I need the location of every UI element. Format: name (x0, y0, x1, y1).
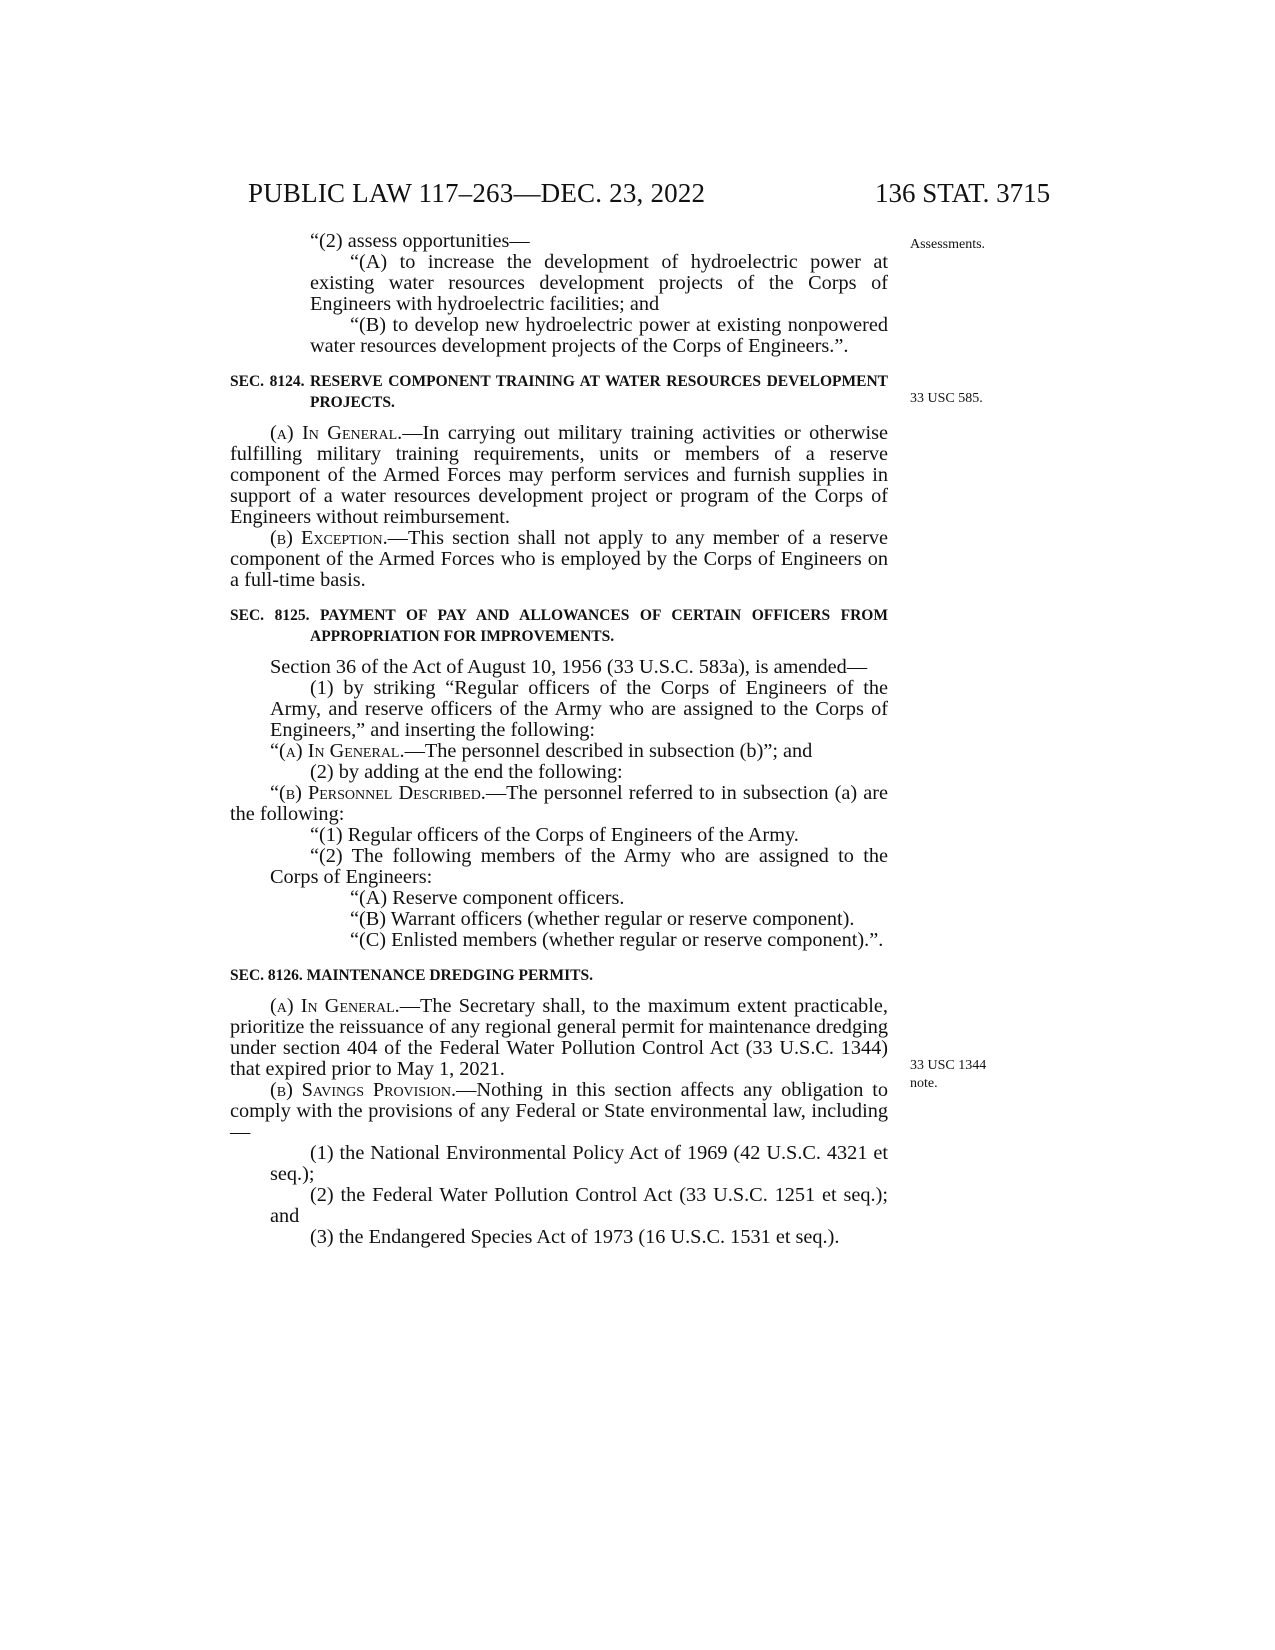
sec8125-b-label: “(b) Personnel Described. (270, 782, 486, 804)
paragraph-2-assess: “(2) assess opportunities— (310, 230, 530, 252)
sec8125-b-subparagraph-c: “(C) Enlisted members (whether regular or reserve component).”. (350, 929, 884, 951)
sec8125-inserted-a (230, 741, 888, 762)
margin-note-33-usc-585: 33 USC 585. (910, 391, 983, 406)
sec8125-inserted-b (230, 783, 888, 825)
sec8125-b-subparagraph-a: “(A) Reserve component officers. (350, 887, 625, 909)
sec8125-b-text: —The personnel referred to in subsection (a) are the following: (230, 782, 888, 825)
section-8125-heading: SEC. 8125. PAYMENT OF PAY AND ALLOWANCES OF CERTAIN OFFICERS FROM APPROPRIATION FOR IMPROVEMENTS. (230, 607, 888, 645)
running-header-stat-page: 136 STAT. 3715 (875, 178, 1051, 208)
subparagraph-b-develop: “(B) to develop new hydroelectric power at existing nonpowered water resources development projects of the Corps of Engineers.”. (310, 314, 888, 357)
margin-note-33-usc-1344: 33 USC 1344 note. (910, 1058, 987, 1091)
sec8126-b-paragraph-1: (1) the National Environmental Policy Act of 1969 (42 U.S.C. 4321 et seq.); (270, 1142, 888, 1185)
sec8126-a-text: —The Secretary shall, to the maximum extent practicable, prioritize the reissuance of any regional general permit for maintenance dredging under section 404 of the Federal Water Pollution Control Act (33 U.S.C. 1344) that expired prior to May 1, 2021. (230, 995, 888, 1080)
sec8126-b-text: —Nothing in this section affects any obligation to comply with the provisions of any Federal or State environmental law, including— (230, 1079, 888, 1143)
sec8126-b-paragraph-2: (2) the Federal Water Pollution Control Act (33 U.S.C. 1251 et seq.); and (270, 1184, 888, 1227)
sec8125-intro: Section 36 of the Act of August 10, 1956 (33 U.S.C. 583a), is amended— (270, 656, 868, 678)
section-8126-heading: SEC. 8126. MAINTENANCE DREDGING PERMITS. (230, 967, 593, 984)
sec8126-b-paragraph-3: (3) the Endangered Species Act of 1973 (16 U.S.C. 1531 et seq.). (310, 1226, 840, 1248)
sec8124-a-text: —In carrying out military training activities or otherwise fulfilling military training requirements, units or members of a reserve component of the Armed Forces may perform services and furnish supplies in support of a water resources development project or program of the Corps of Engineers without reimbursement. (230, 422, 888, 528)
sec8124-subsection-a (230, 423, 888, 528)
running-header-title: PUBLIC LAW 117–263—DEC. 23, 2022 (248, 178, 706, 208)
sec8126-subsection-a (230, 996, 888, 1080)
section-8124-heading: SEC. 8124. RESERVE COMPONENT TRAINING AT WATER RESOURCES DEVELOPMENT PROJECTS. (230, 373, 888, 411)
sec8124-b-label: (b) Exception. (270, 527, 388, 549)
sec8124-subsection-b (230, 528, 888, 591)
sec8125-a-label: “(a) In General. (270, 740, 405, 762)
sec8125-b-paragraph-2: “(2) The following members of the Army who are assigned to the Corps of Engineers: (270, 845, 888, 888)
sec8125-b-subparagraph-b: “(B) Warrant officers (whether regular or reserve component). (350, 908, 855, 930)
sec8124-a-label: (a) In General. (270, 422, 403, 444)
sec8126-subsection-b (230, 1080, 888, 1143)
sec8124-b-text: —This section shall not apply to any member of a reserve component of the Armed Forces who is employed by the Corps of Engineers on a full-time basis. (230, 527, 888, 591)
body-text-column (230, 231, 888, 1248)
sec8125-a-text: —The personnel described in subsection (b)”; and (404, 740, 813, 762)
margin-note-assessments: Assessments. (910, 237, 986, 252)
sec8125-item-1: (1) by striking “Regular officers of the Corps of Engineers of the Army, and reserve officers of the Army who are assigned to the Corps of Engineers,” and inserting the following: (270, 677, 888, 741)
sec8125-b-paragraph-1: “(1) Regular officers of the Corps of Engineers of the Army. (310, 824, 799, 846)
sec8126-b-label: (b) Savings Provision. (270, 1079, 457, 1101)
sec8126-a-label: (a) In General. (270, 995, 400, 1017)
subparagraph-a-increase: “(A) to increase the development of hydroelectric power at existing water resources development projects of the Corps of Engineers with hydroelectric facilities; and (310, 251, 888, 315)
sec8125-item-2: (2) by adding at the end the following: (310, 761, 623, 783)
